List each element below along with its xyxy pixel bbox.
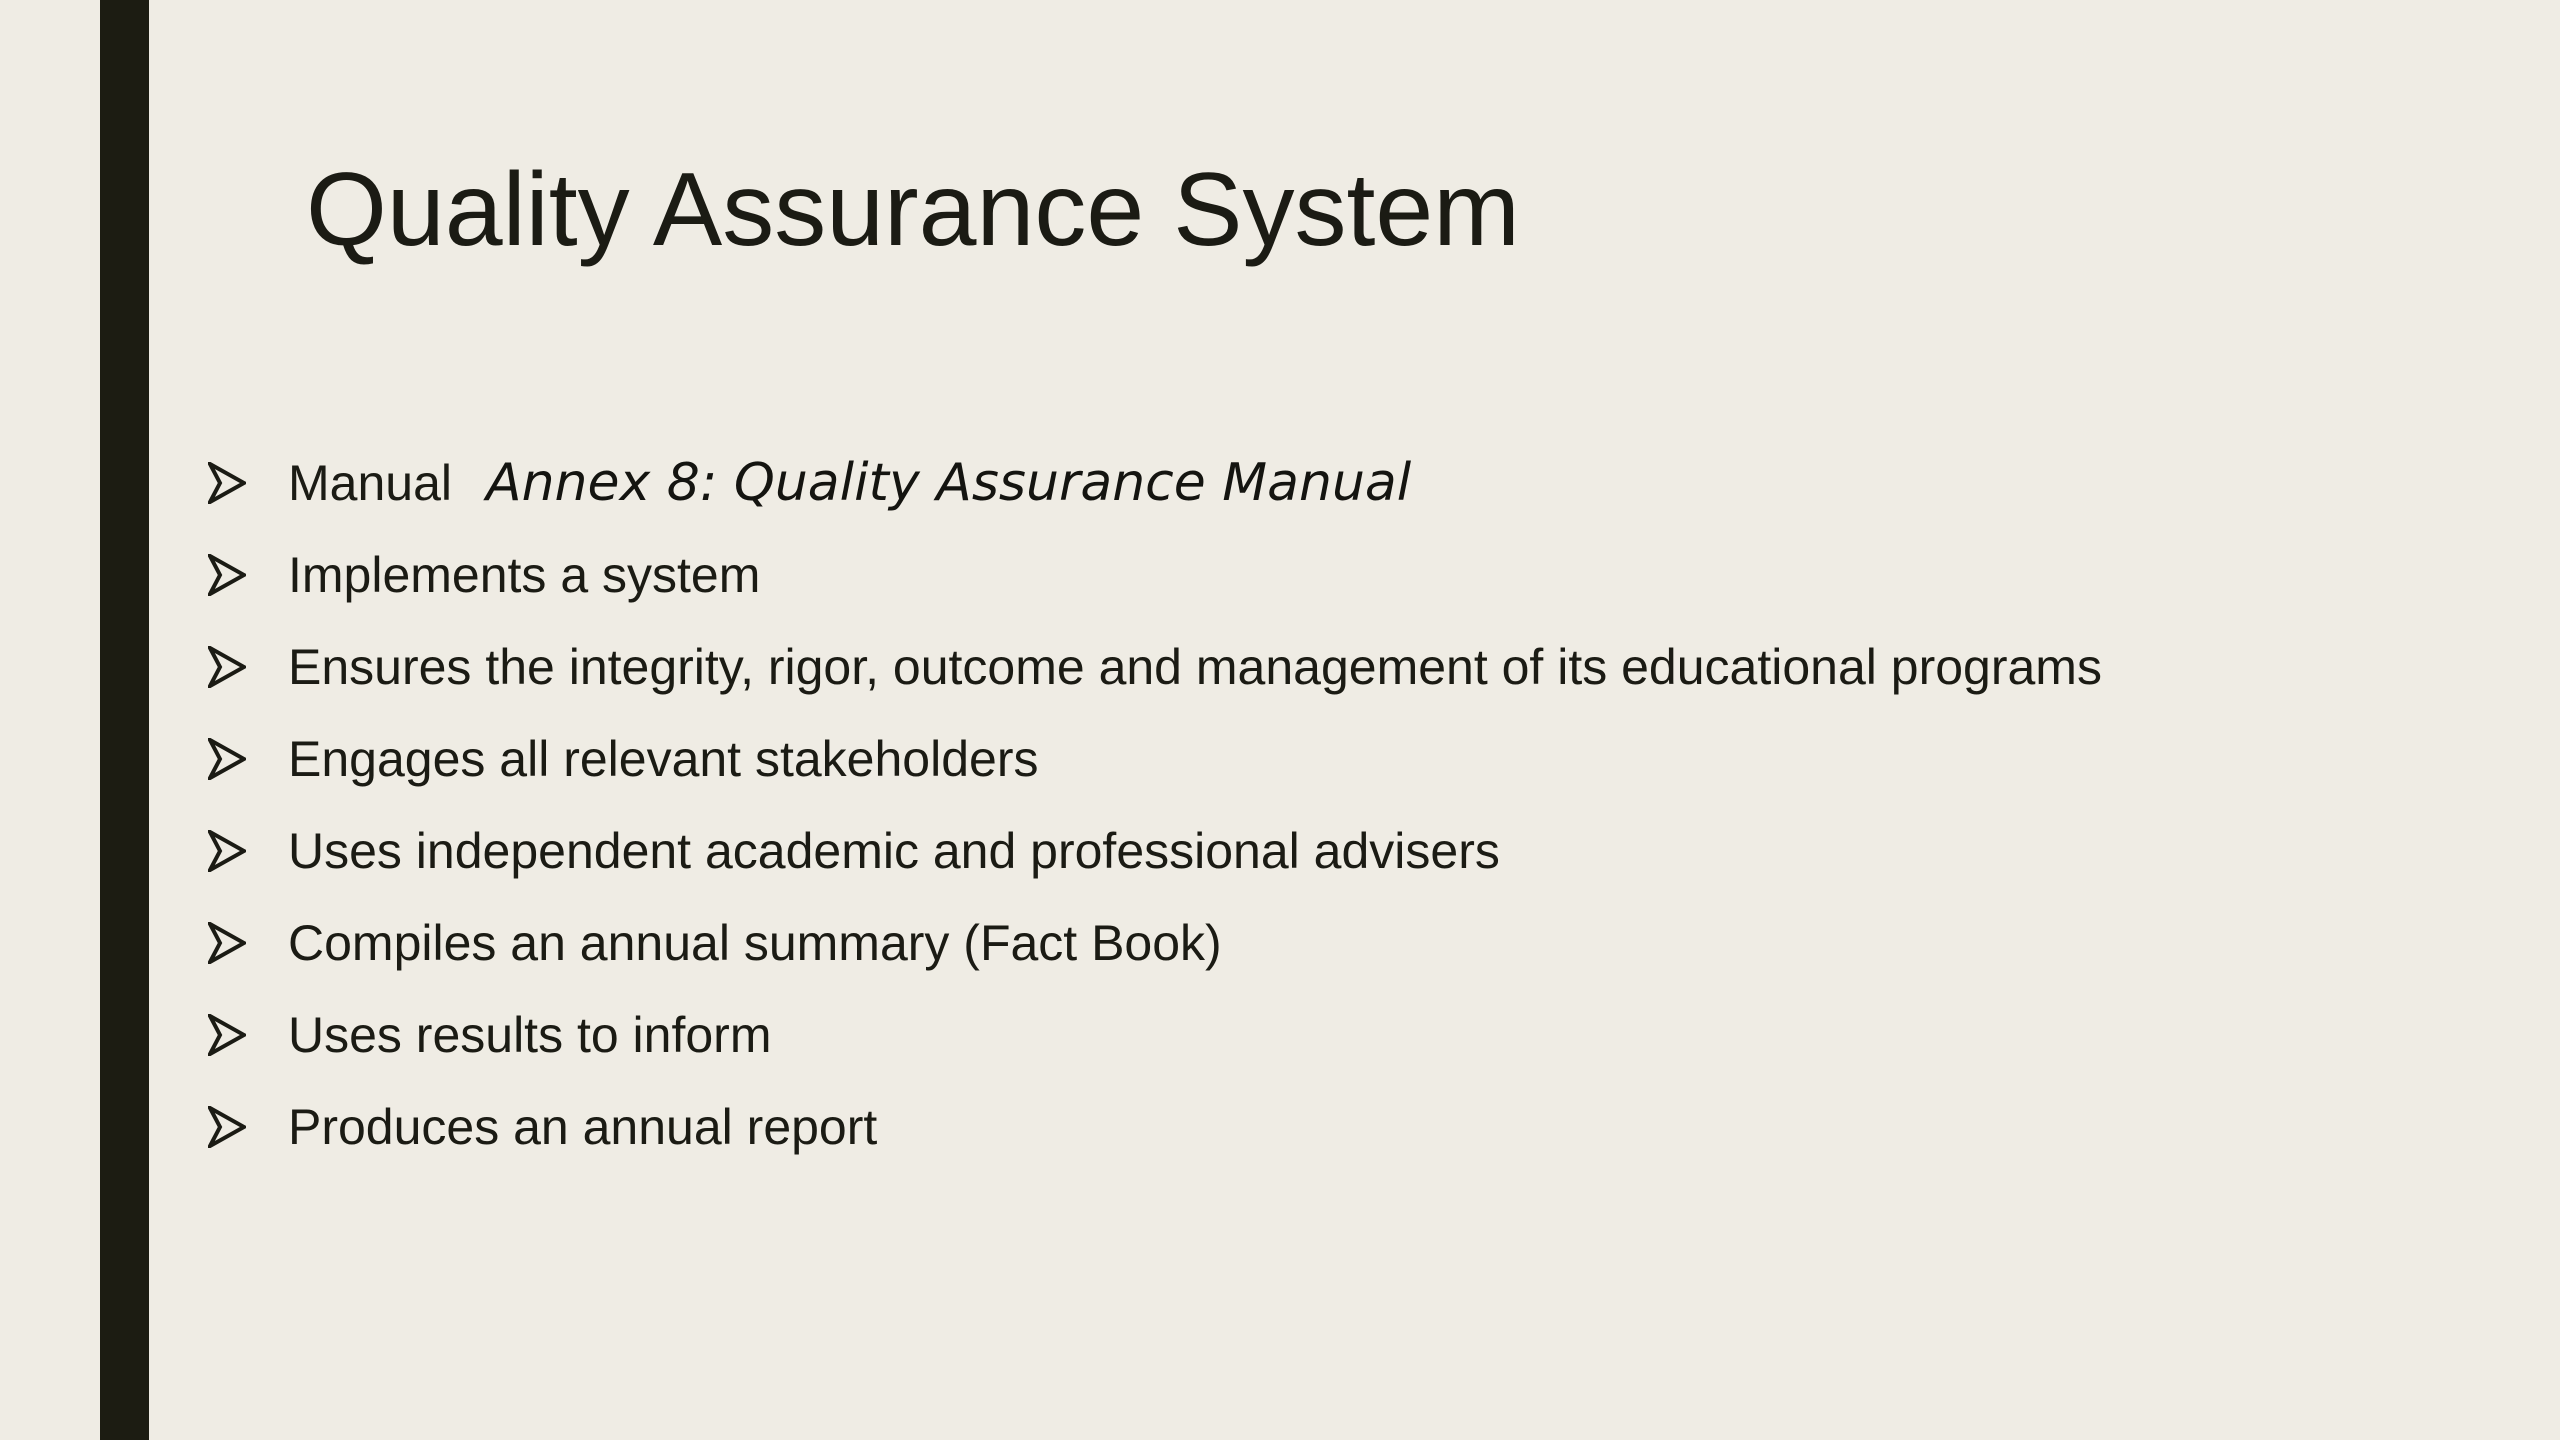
list-item: [208, 989, 2102, 1081]
bullet-text: Ensures the integrity, rigor, outcome and management of its educational programs: [288, 639, 2102, 695]
bullet-text: Compiles an annual summary (Fact Book): [288, 915, 1222, 971]
list-item: [208, 897, 2102, 989]
list-item: [208, 1081, 2102, 1173]
bullet-text: Uses independent academic and professional advisers: [288, 823, 1500, 879]
bullet-list: [208, 437, 2102, 1173]
bullet-text: Produces an annual report: [288, 1099, 878, 1155]
list-item: [208, 621, 2102, 713]
bullet-text: Manual: [288, 455, 452, 511]
slide-title: Quality Assurance System: [306, 152, 1520, 268]
bullet-text: Uses results to inform: [288, 1007, 772, 1063]
bullet-text: Engages all relevant stakeholders: [288, 731, 1039, 787]
arrowhead-bullet-icon: [208, 738, 288, 780]
list-item: [208, 437, 2102, 529]
list-item: [208, 529, 2102, 621]
arrowhead-bullet-icon: [208, 462, 288, 504]
bullet-text: Implements a system: [288, 547, 761, 603]
arrowhead-bullet-icon: [208, 922, 288, 964]
arrowhead-bullet-icon: [208, 554, 288, 596]
list-item: [208, 713, 2102, 805]
accent-bar: [100, 0, 149, 1440]
manual-reference: Annex 8: Quality Assurance Manual: [486, 453, 1412, 513]
arrowhead-bullet-icon: [208, 830, 288, 872]
arrowhead-bullet-icon: [208, 646, 288, 688]
arrowhead-bullet-icon: [208, 1014, 288, 1056]
list-item: [208, 805, 2102, 897]
arrowhead-bullet-icon: [208, 1106, 288, 1148]
